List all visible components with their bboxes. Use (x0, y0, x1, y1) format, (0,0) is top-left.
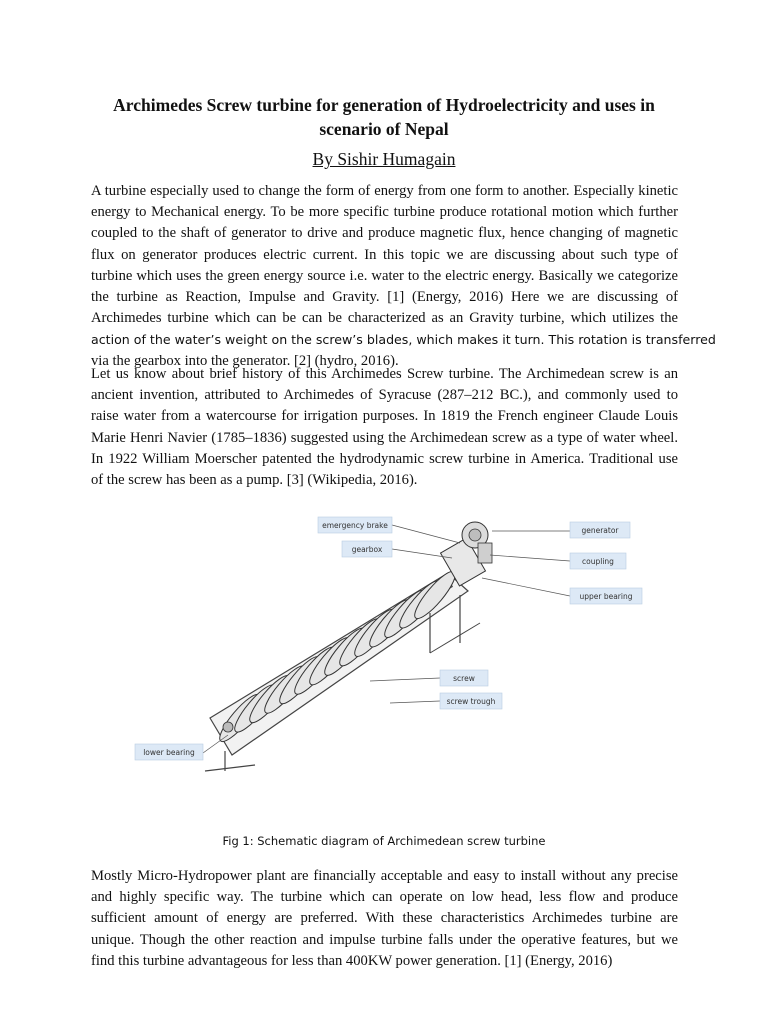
paragraph-line: Let us know about brief history of this Archimedes Screw turbine. The Archimedean screw is an (91, 366, 678, 382)
paragraph-line: unique. Though the other reaction and impulse turbine falls under the operative features, but we (91, 931, 678, 948)
paragraph-line: action of the water’s weight on the screw’s blades, which makes it turn. This rotation is transferred (91, 332, 716, 348)
author-byline (0, 148, 768, 170)
paragraph-line: Marie Henri Navier (1785–1836) suggested using the Archimedean screw as a type of water wheel. (91, 429, 678, 446)
svg-text:screw trough: screw trough (446, 697, 496, 706)
paragraph-line: A turbine especially used to change the form of energy from one form to another. Especially kinetic (91, 183, 678, 199)
svg-text:screw: screw (453, 674, 475, 683)
figure-caption: Fig 1: Schematic diagram of Archimedean screw turbine (222, 834, 546, 848)
paragraph-line: via the gearbox into the generator. [2] (hydro, 2016). (91, 352, 399, 369)
paragraph-line: ancient invention, attributed to Archimedes of Syracuse (287–212 BC.), and commonly used to (91, 387, 678, 404)
paragraph-line: coupled to the shaft of generator to drive and produce magnetic flux, hence changing of magnetic (91, 225, 678, 242)
paragraph-micro-hydro (91, 866, 678, 972)
paragraph-line: find this turbine advantageous for less than 400KW power generation. [1] (Energy, 2016) (91, 952, 613, 969)
svg-text:upper bearing: upper bearing (579, 592, 633, 601)
paragraph-line: and highly specific way. The turbine which can operate on low head, less flow and produce (91, 889, 678, 906)
title-line-2: scenario of Nepal (319, 119, 449, 139)
turbine-illustration (205, 522, 492, 771)
paragraph-line: Mostly Micro-Hydropower plant are financially acceptable and easy to install without any precise (91, 868, 678, 884)
paragraph-line: turbine which uses the green energy source i.e. water to the electric energy. Basically we categorize (91, 267, 678, 284)
paragraph-line: flux on generator produces electric current. In this topic we are discussing about such type of (91, 246, 678, 263)
svg-text:generator: generator (581, 526, 619, 535)
paragraph-line: In 1922 William Moerscher patented the hydrodynamic screw turbine in America. Traditional use (91, 450, 678, 467)
svg-text:gearbox: gearbox (351, 545, 383, 554)
paragraph-line: raise water from a watercourse for irrigation purposes. In 1819 the French engineer Claude Louis (91, 408, 678, 425)
label-gearbox (342, 541, 392, 557)
paragraph-intro (91, 181, 716, 372)
paragraph-line: of the screw has been as a pump. [3] (Wikipedia, 2016). (91, 472, 418, 489)
svg-text:emergency brake: emergency brake (322, 521, 388, 530)
label-coupling (570, 553, 626, 569)
document-title (90, 93, 678, 141)
paragraph-history (91, 364, 678, 491)
screw-turbine-diagram (130, 503, 650, 788)
label-screw-trough (440, 693, 502, 709)
author-name: By Sishir Humagain (312, 149, 456, 169)
label-upper-bearing (570, 588, 642, 604)
svg-text:coupling: coupling (582, 557, 614, 566)
svg-text:lower bearing: lower bearing (143, 748, 195, 757)
label-screw (440, 670, 488, 686)
label-lower-bearing (135, 744, 203, 760)
label-emergency-brake (318, 517, 392, 533)
paragraph-line: energy to Mechanical energy. To be more specific turbine produce rotational motion which further (91, 204, 678, 221)
label-generator (570, 522, 630, 538)
paragraph-line: the turbine as Reaction, Impulse and Gravity. [1] (Energy, 2016) Here we are discussing of (91, 289, 678, 306)
paragraph-line: sufficient amount of energy are preferred. With these characteristics Archimedes turbine are (91, 910, 678, 927)
paragraph-line: Archimedes turbine which can be can be characterized as an Gravity turbine, which utilizes the (91, 310, 678, 327)
title-line-1: Archimedes Screw turbine for generation of Hydroelectricity and uses in (113, 95, 655, 115)
